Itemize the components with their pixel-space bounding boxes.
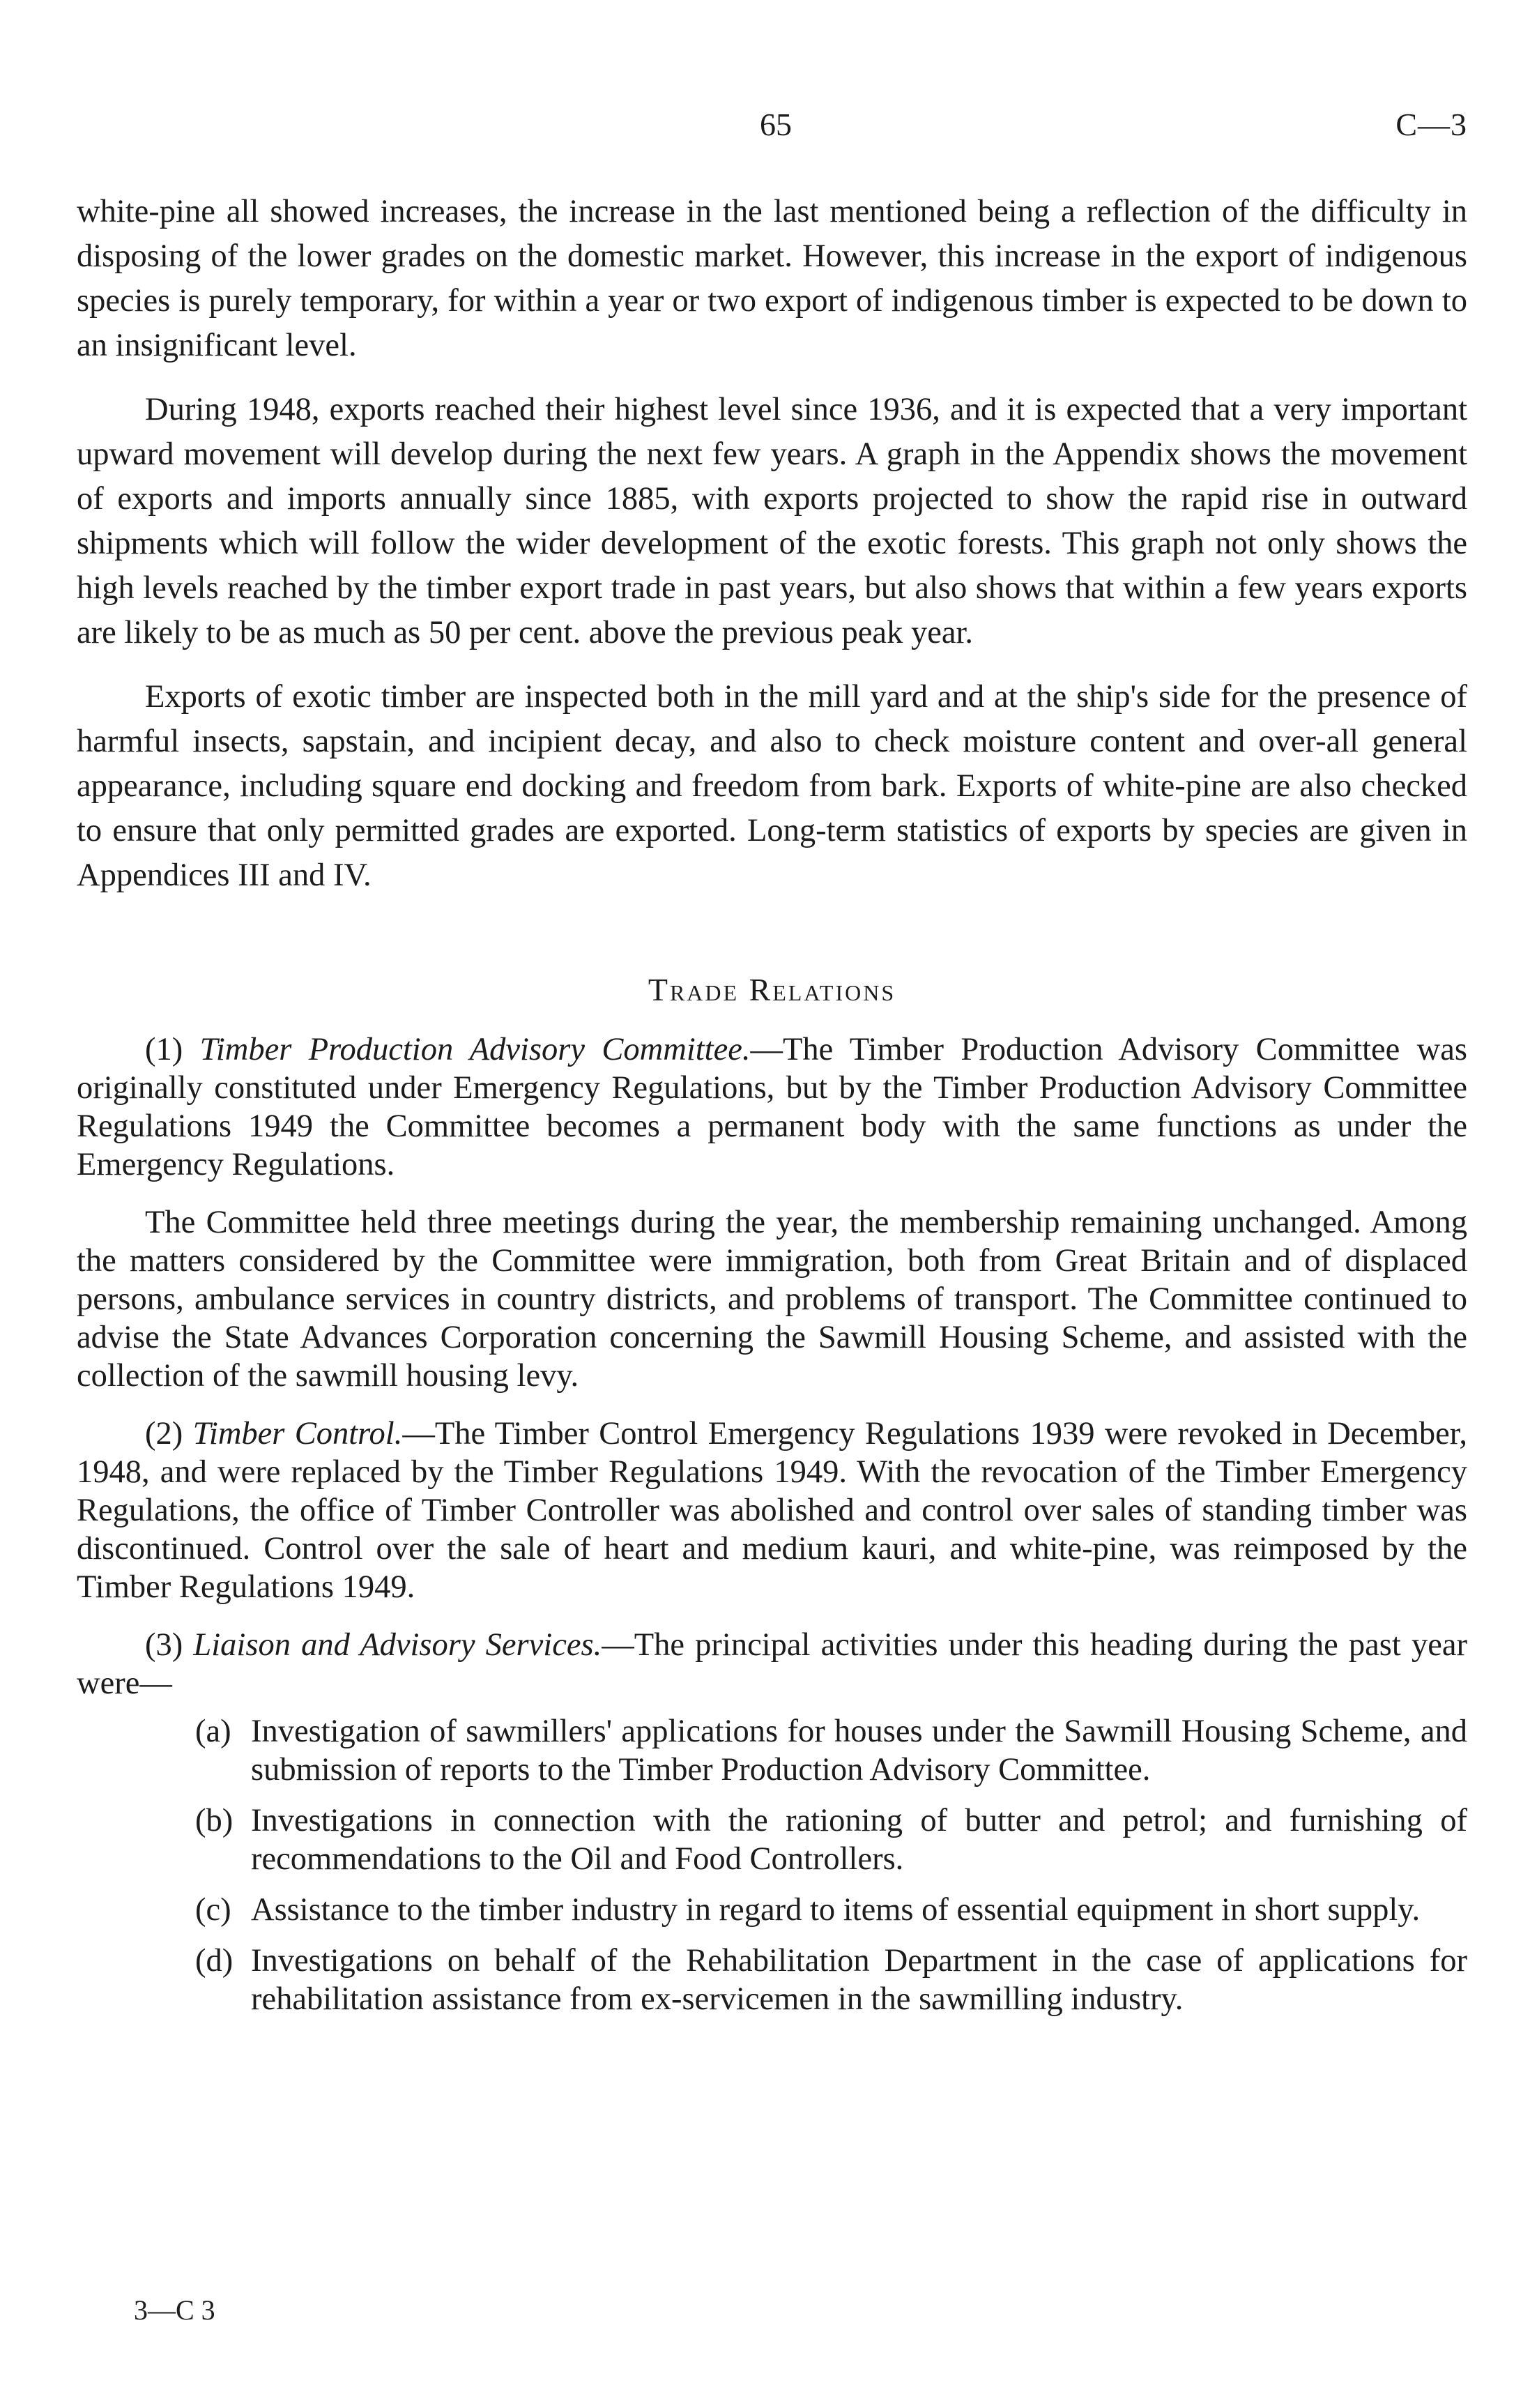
activities-list	[77, 1712, 1467, 2018]
paragraph-advisory-committee	[77, 1030, 1467, 1184]
document-code: C—3	[1395, 107, 1467, 142]
body-text	[77, 190, 1467, 2031]
list-item	[77, 1801, 1467, 1878]
subsection-number: (1)	[145, 1032, 183, 1067]
section-heading-trade-relations: Trade Relations	[648, 972, 896, 1007]
paragraph-committee-meetings: The Committee held three meetings during the year, the membership remaining unchanged. Among the matters considered by the Committee were immigration, both from Great Britain and of displaced persons, ambulance services in country districts, and problems of transport. The Committee continued to advise the State Advances Corporation concerning the Sawmill Housing Scheme, and assisted with the collection of the sawmill housing levy.	[77, 1205, 1467, 1394]
list-marker: (c)	[195, 1892, 231, 1928]
subsection-title: Timber Control.	[192, 1416, 403, 1451]
list-marker: (a)	[195, 1714, 231, 1749]
list-item	[77, 1942, 1467, 2018]
list-item	[77, 1891, 1467, 1929]
page-number: 65	[760, 107, 792, 142]
subsection-text: —The Timber Production Advisory Committee was originally constituted under Emergency Regulations, but by the Timber Production Advisory Committee Regulations 1949 the Committee becomes a permanent body with the same functions as under the Emergency Regulations.	[77, 1032, 1467, 1182]
list-item	[77, 1712, 1467, 1789]
page-header	[0, 106, 1530, 155]
list-item-text: Investigations on behalf of the Rehabilitation Department in the case of applications for rehabilitation assistance from ex-servicemen in the sawmilling industry.	[251, 1943, 1467, 2017]
list-item-text: Investigations in connection with the rationing of butter and petrol; and furnishing of recommendations to the Oil and Food Controllers.	[251, 1803, 1467, 1877]
paragraph-inspection: Exports of exotic timber are inspected both in the mill yard and at the ship's side for the presence of harmful insects, sapstain, and incipient decay, and also to check moisture content and over-all general appearance, including square end docking and freedom from bark. Exports of white-pine are also checked to ensure that only permitted grades are exported. Long-term statistics of exports by species are given in Appendices III and IV.	[77, 679, 1467, 893]
paragraph-timber-control	[77, 1415, 1467, 1606]
list-marker: (b)	[195, 1803, 234, 1838]
subsection-title: Timber Production Advisory Committee.	[199, 1032, 751, 1067]
subsection-text: —The Timber Control Emergency Regulations 1939 were revoked in December, 1948, and were replaced by the Timber Regulations 1949. With the revocation of the Timber Emergency Regulations, the office of Timber Controller was abolished and control over sales of standing timber was discontinued. Control over the sale of heart and medium kauri, and white-pine, was reimposed by the Timber Regulations 1949.	[77, 1416, 1468, 1605]
subsection-text: —The principal activities under this heading during the past year were—	[77, 1627, 1468, 1701]
subsection-title: Liaison and Advisory Services.	[193, 1627, 602, 1663]
list-marker: (d)	[195, 1943, 234, 1979]
list-item-text: Assistance to the timber industry in regard to items of essential equipment in short supply.	[251, 1892, 1421, 1928]
subsection-number: (3)	[145, 1627, 183, 1663]
paragraph-continuation: white-pine all showed increases, the increase in the last mentioned being a reflection of the difficulty in disposing of the lower grades on the domestic market. However, this increase in the export of indigenous species is purely temporary, for within a year or two export of indigenous timber is expected to be down to an insignificant level.	[77, 194, 1467, 363]
subsection-number: (2)	[145, 1416, 183, 1451]
printer-signature-mark: 3—C 3	[134, 2294, 215, 2326]
list-item-text: Investigation of sawmillers' applications for houses under the Sawmill Housing Scheme, and submission of reports to the Timber Production Advisory Committee.	[251, 1714, 1467, 1788]
paragraph-exports-1948: During 1948, exports reached their highest level since 1936, and it is expected that a very important upward movement will develop during the next few years. A graph in the Appendix shows the movement of exports and imports annually since 1885, with exports projected to show the rapid rise in outward shipments which will follow the wider development of the exotic forests. This graph not only shows the high levels reached by the timber export trade in past years, but also shows that within a few years exports are likely to be as much as 50 per cent. above the previous peak year.	[77, 392, 1467, 650]
paragraph-liaison-services	[77, 1626, 1467, 1702]
